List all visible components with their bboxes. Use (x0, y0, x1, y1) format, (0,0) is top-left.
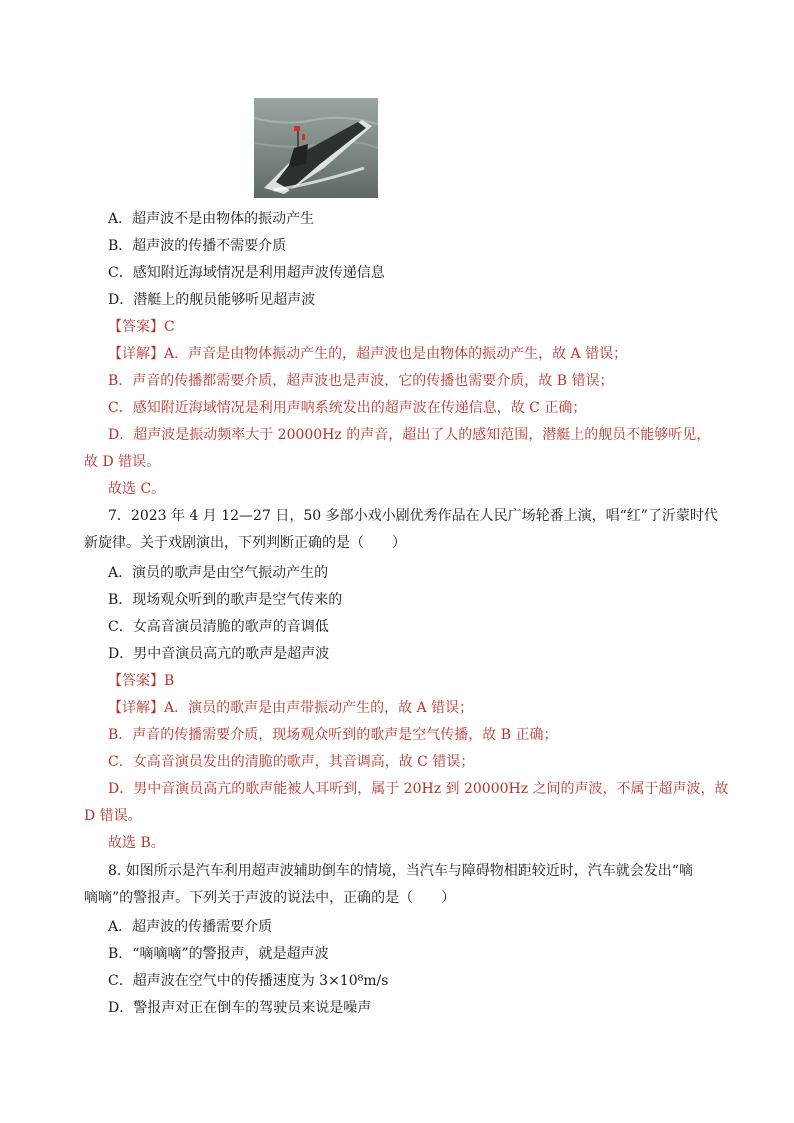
q7-option-d: D．男中音演员高亢的歌声是超声波 (108, 646, 330, 662)
q7-detail-line-1 (108, 699, 473, 717)
q7-option-c: C．女高音演员清脆的歌声的音调低 (108, 619, 329, 635)
q7-detail-line-5: D 错误。 (84, 808, 142, 824)
q6-detail-line-5: 故 D 错误。 (84, 454, 161, 470)
q7-stem-line-2: 新旋律。关于戏剧演出，下列判断正确的是（ ） (84, 535, 406, 551)
q6-detail-line-4: D．超声波是振动频率大于 20000Hz 的声音，超出了人的感知范围，潜艇上的舰员不能够听见， (108, 427, 711, 443)
q6-option-c: C．感知附近海域情况是利用超声波传递信息 (108, 265, 385, 281)
q7-detail-tag: 【详解】 (108, 700, 164, 716)
q6-detail-line-2: B．声音的传播都需要介质，超声波也是声波，它的传播也需要介质，故 B 错误； (108, 373, 614, 389)
q6-answer: 【答案】C (108, 319, 175, 335)
q7-option-a: A．演员的歌声是由空气振动产生的 (108, 565, 329, 581)
q6-option-b: B．超声波的传播不需要介质 (108, 238, 287, 254)
q8-stem-line-2: 嘀嘀”的警报声。下列关于声波的说法中，正确的是（ ） (84, 890, 456, 906)
q6-detail-line-3: C．感知附近海域情况是利用声呐系统发出的超声波在传递信息，故 C 正确； (108, 400, 587, 416)
q7-detail-text-1: A．演员的歌声是由声带振动产生的，故 A 错误； (164, 700, 474, 716)
q6-option-d: D．潜艇上的舰员能够听见超声波 (108, 292, 316, 308)
q6-option-a: A．超声波不是由物体的振动产生 (108, 211, 315, 227)
q8-option-d: D．警报声对正在倒车的驾驶员来说是噪声 (108, 1000, 372, 1016)
q8-option-c: C．超声波在空气中的传播速度为 3×10⁸m/s (108, 973, 389, 989)
q7-stem-line-1: 7．2023 年 4 月 12—27 日，50 多部小戏小剧优秀作品在人民广场轮番上演，唱“红”了沂蒙时代 (108, 508, 718, 524)
q6-detail-tag: 【详解】 (108, 346, 164, 362)
q8-stem-line-1: 8. 如图所示是汽车利用超声波辅助倒车的情境，当汽车与障碍物相距较近时，汽车就会发出“嘀 (108, 863, 693, 879)
q8-option-b: B．“嘀嘀嘀”的警报声，就是超声波 (108, 946, 329, 962)
q7-option-b: B．现场观众听到的歌声是空气传来的 (108, 592, 343, 608)
q7-detail-line-4: D．男中音演员高亢的歌声能被人耳听到，属于 20Hz 到 20000Hz 之间的声波，不属于超声波，故 (108, 781, 729, 797)
q7-answer: 【答案】B (108, 673, 175, 689)
submarine-photo (254, 98, 378, 198)
q6-conclusion: 故选 C。 (108, 481, 166, 497)
q7-conclusion: 故选 B。 (108, 835, 165, 851)
q7-detail-line-3: C．女高音演员发出的清脆的歌声，其音调高，故 C 错误； (108, 754, 475, 770)
q6-detail-line-1 (108, 345, 627, 363)
q7-detail-line-2: B．声音的传播需要介质，现场观众听到的歌声是空气传播，故 B 正确； (108, 727, 558, 743)
q8-option-a: A．超声波的传播需要介质 (108, 919, 273, 935)
q6-detail-text-1: A．声音是由物体振动产生的，超声波也是由物体的振动产生，故 A 错误； (164, 346, 628, 362)
